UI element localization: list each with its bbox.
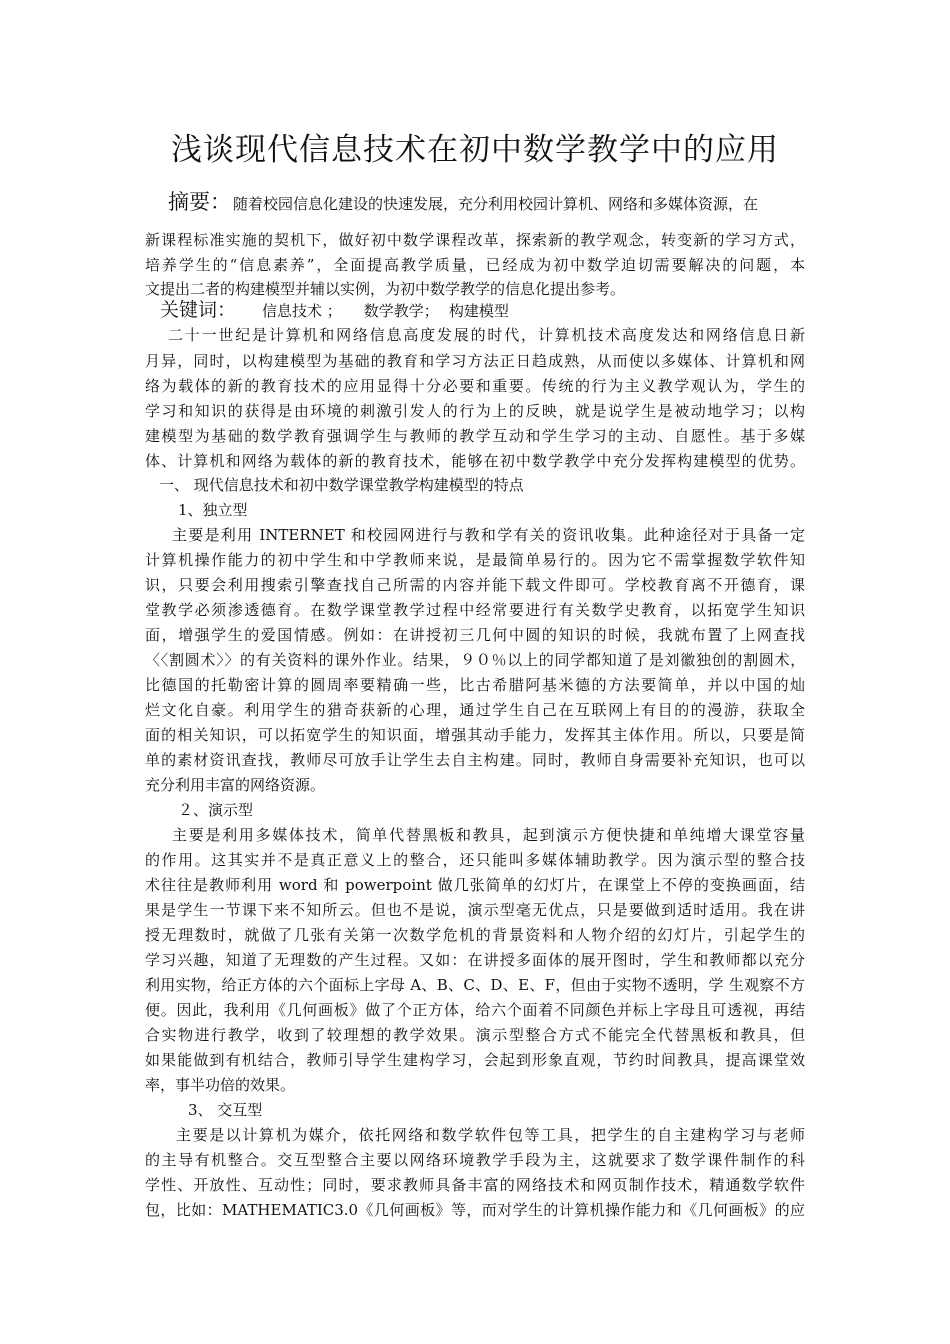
- paragraph-line: 合实物进行教学，收到了较理想的教学效果。演示型整合方式不能完全代替黑板和教具，但: [145, 1026, 805, 1044]
- subsection-heading: 1、独立型: [178, 501, 248, 519]
- paragraph-line: 术往往是教师利用 word 和 powerpoint 做几张简单的幻灯片，在课堂上不停的变换画面，结: [145, 876, 805, 894]
- document-title: 浅谈现代信息技术在初中数学教学中的应用: [171, 132, 779, 168]
- paragraph-line: 学习兴趣，知道了无理数的产生过程。又如：在讲授多面体的展开图时，学生和教师都以充分: [145, 951, 805, 969]
- paragraph-line: 包，比如：MATHEMATIC3.0《几何画板》等，而对学生的计算机操作能力和《几何画板》的应: [145, 1201, 805, 1219]
- subsection-heading: ２、演示型: [178, 801, 254, 819]
- paragraph-line: 率，事半功倍的效果。: [145, 1076, 296, 1094]
- paragraph-line: 学习和知识的获得是由环境的刺激引发人的行为上的反映，就是说学生是被动地学习；以构: [145, 402, 805, 420]
- section-heading: 一、 现代信息技术和初中数学课堂教学构建模型的特点: [159, 476, 524, 494]
- paragraph-line: 如果能做到有机结合，教师引导学生建构学习，会起到形象直观，节约时间教具，提高课堂效: [145, 1051, 805, 1069]
- paragraph-line: 主要是利用 INTERNET 和校园网进行与教和学有关的资讯收集。此种途径对于具备一定: [172, 526, 805, 544]
- paragraph-line: 学性、开放性、互动性；同时，要求教师具备丰富的网络技术和网页制作技术，精通数学软件: [145, 1176, 805, 1194]
- paragraph-line: 二十一世纪是计算机和网络信息高度发展的时代，计算机技术高度发达和网络信息日新: [168, 326, 805, 344]
- paragraph-line: 体、计算机和网络为载体的新的教育技术，能够在初中数学教学中充分发挥构建模型的优势。: [145, 452, 805, 470]
- abstract-line: 新课程标准实施的契机下，做好初中数学课程改革，探索新的教学观念，转变新的学习方式，: [145, 231, 805, 249]
- paragraph-line: 烂文化自豪。利用学生的猎奇获新的心理，通过学生自己在互联网上有目的的漫游，获取全: [145, 701, 805, 719]
- paragraph-line: 授无理数时，就做了几张有关第一次数学危机的背景资料和人物介绍的幻灯片，引起学生的: [145, 926, 805, 944]
- paragraph-line: 单的素材资讯查找，教师尽可放手让学生去自主构建。同时，教师自身需要补充知识，也可以: [145, 751, 805, 769]
- abstract-line: 文提出二者的构建模型并辅以实例，为初中数学教学的信息化提出参考。: [145, 280, 626, 298]
- paragraph-line: 的主导有机整合。交互型整合主要以网络环境教学手段为主，这就要求了数学课件制作的科: [145, 1151, 805, 1169]
- paragraph-line: 主要是以计算机为媒介，依托网络和数学软件包等工具，把学生的自主建构学习与老师: [176, 1126, 805, 1144]
- paragraph-line: 面的相关知识，可以拓宽学生的知识面，增强其动手能力，发挥其主体作用。所以，只要是简: [145, 726, 805, 744]
- keywords-line: [160, 296, 519, 325]
- abstract-line: 培养学生的“信息素养”，全面提高教学质量，已经成为初中数学迫切需要解决的问题，本: [145, 256, 805, 274]
- paragraph-line: 果是学生一节课下来不知所云。但也不是说，演示型毫无优点，只是要做到适时适用。我在讲: [145, 901, 805, 919]
- paragraph-line: 主要是利用多媒体技术，简单代替黑板和教具，起到演示方便快捷和单纯增大课堂容量: [172, 826, 805, 844]
- paragraph-line: 的作用。这其实并不是真正意义上的整合，还只能叫多媒体辅助教学。因为演示型的整合技: [145, 851, 805, 869]
- abstract-first-line: [168, 188, 758, 218]
- paragraph-line: 〈〈割圆术〉〉的有关资料的课外作业。结果，９０％以上的同学都知道了是刘徽独创的割圆术，: [145, 651, 805, 669]
- paragraph-line: 利用实物，给正方体的六个面标上字母 A、B、C、D、E、F，但由于实物不透明，学 生观察不方: [145, 976, 805, 994]
- keyword-item: 数学教学；: [363, 302, 439, 320]
- paragraph-line: 比德国的托勒密计算的圆周率要精确一些，比古希腊阿基米德的方法要简单，并以中国的灿: [145, 676, 805, 694]
- paragraph-line: 识，只要会利用搜索引擎查找自己所需的内容并能下载文件即可。学校教育离不开德育，课: [145, 576, 805, 594]
- paragraph-line: 充分利用丰富的网络资源。: [145, 776, 326, 794]
- abstract-text: 随着校园信息化建设的快速发展，充分利用校园计算机、网络和多媒体资源，在: [233, 195, 759, 213]
- keyword-item: 信息技术 ；: [262, 302, 342, 320]
- paragraph-line: 计算机操作能力的初中学生和中学教师来说，是最简单易行的。因为它不需掌握数学软件知: [145, 551, 805, 569]
- paragraph-line: 建模型为基础的数学教育强调学生与教师的教学互动和学生学习的主动、自愿性。基于多媒: [145, 427, 805, 445]
- abstract-label: 摘要：: [168, 190, 231, 214]
- keywords-label: 关键词：: [160, 299, 237, 321]
- keyword-item: 构建模型: [448, 302, 509, 320]
- paragraph-line: 络为载体的新的教育技术的应用显得十分必要和重要。传统的行为主义教学观认为，学生的: [145, 377, 805, 395]
- paragraph-line: 便。因此，我利用《几何画板》做了个正方体，给六个面着不同颜色并标上字母且可透视，再结: [145, 1001, 805, 1019]
- paragraph-line: 月异，同时，以构建模型为基础的教育和学习方法正日趋成熟，从而使以多媒体、计算机和网: [145, 352, 805, 370]
- paragraph-line: 面，增强学生的爱国情感。例如：在讲授初三几何中圆的知识的时候，我就布置了上网查找: [145, 626, 805, 644]
- paragraph-line: 堂教学必须渗透德育。在数学课堂教学过程中经常要进行有关数学史教育，以拓宽学生知识: [145, 601, 805, 619]
- subsection-heading: 3、 交互型: [188, 1101, 263, 1119]
